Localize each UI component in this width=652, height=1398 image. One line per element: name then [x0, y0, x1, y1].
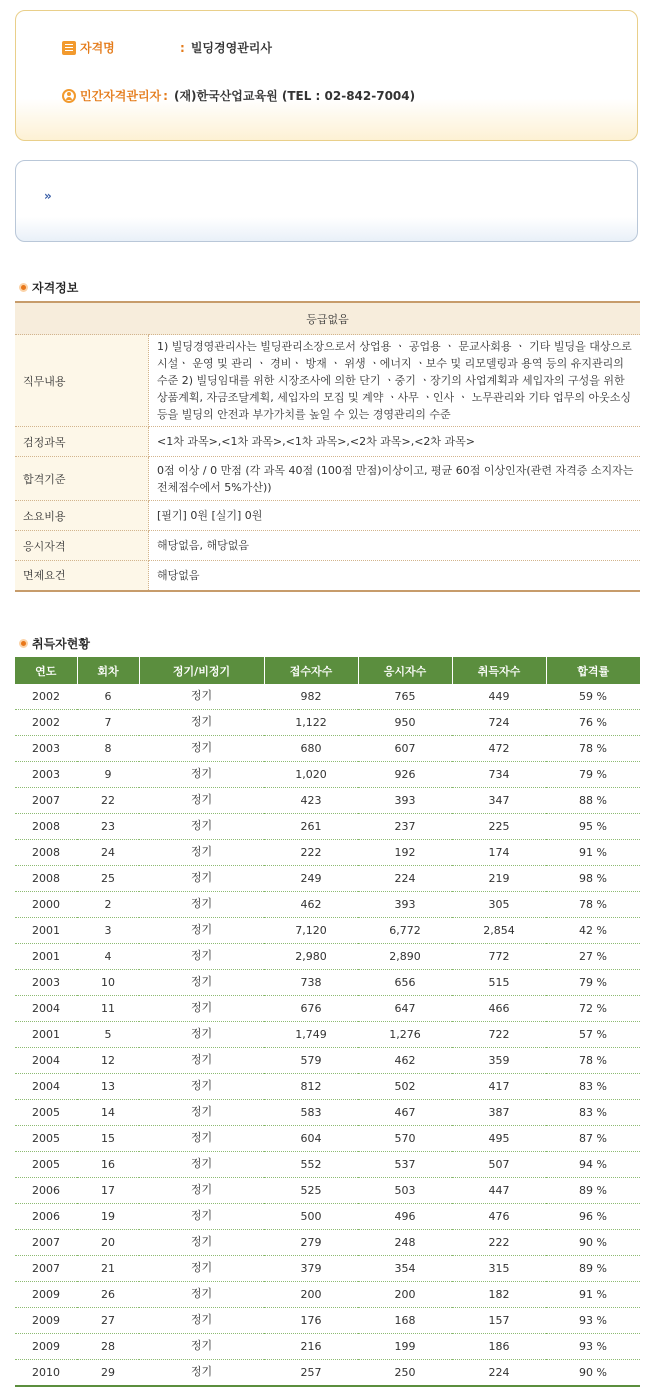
cell-applicants: 279: [264, 1230, 358, 1256]
cell-pass-rate: 78 %: [546, 892, 640, 918]
cell-pass-rate: 76 %: [546, 710, 640, 736]
cell-applicants: 379: [264, 1256, 358, 1282]
cell-year: 2004: [15, 1074, 77, 1100]
cell-examinees: 6,772: [358, 918, 452, 944]
cell-acquirers: 724: [452, 710, 546, 736]
cell-acquirers: 476: [452, 1204, 546, 1230]
cell-acquirers: 182: [452, 1282, 546, 1308]
stats-section-title-text: 취득자현황: [32, 637, 90, 651]
table-row: [15, 918, 640, 944]
cell-applicants: 525: [264, 1178, 358, 1204]
cell-pass-rate: 59 %: [546, 684, 640, 710]
info-row: [15, 561, 640, 591]
info-row: [15, 501, 640, 531]
cell-type: 정기: [139, 1204, 264, 1230]
table-row: [15, 1100, 640, 1126]
cell-round: 5: [77, 1022, 139, 1048]
cell-examinees: 237: [358, 814, 452, 840]
qualification-name-label: 자격명: [80, 41, 115, 55]
cell-applicants: 423: [264, 788, 358, 814]
table-row: [15, 736, 640, 762]
cell-type: 정기: [139, 1100, 264, 1126]
cell-examinees: 354: [358, 1256, 452, 1282]
info-grade-row: [15, 302, 640, 335]
cell-round: 29: [77, 1360, 139, 1387]
cell-acquirers: 186: [452, 1334, 546, 1360]
cell-pass-rate: 79 %: [546, 762, 640, 788]
column-header-year: 연도: [15, 657, 77, 684]
info-key: 응시자격: [15, 531, 149, 561]
description-box: [15, 160, 638, 242]
separator: :: [163, 88, 168, 103]
cell-pass-rate: 90 %: [546, 1360, 640, 1387]
cell-year: 2001: [15, 918, 77, 944]
cell-acquirers: 495: [452, 1126, 546, 1152]
cell-round: 11: [77, 996, 139, 1022]
cell-applicants: 500: [264, 1204, 358, 1230]
cell-round: 9: [77, 762, 139, 788]
cell-type: 정기: [139, 970, 264, 996]
bullet-icon: [19, 639, 28, 648]
cell-year: 2009: [15, 1308, 77, 1334]
cell-acquirers: 224: [452, 1360, 546, 1387]
cell-year: 2003: [15, 736, 77, 762]
cell-round: 21: [77, 1256, 139, 1282]
cell-acquirers: 315: [452, 1256, 546, 1282]
qualification-name-value: 빌딩경영관리사: [190, 41, 272, 55]
cell-round: 25: [77, 866, 139, 892]
cell-examinees: 250: [358, 1360, 452, 1387]
grade-cell: 등급없음: [15, 302, 640, 335]
cell-pass-rate: 89 %: [546, 1178, 640, 1204]
cell-round: 23: [77, 814, 139, 840]
cell-applicants: 2,980: [264, 944, 358, 970]
info-row: [15, 335, 640, 427]
cell-pass-rate: 79 %: [546, 970, 640, 996]
table-row: [15, 710, 640, 736]
cell-round: 17: [77, 1178, 139, 1204]
cell-round: 22: [77, 788, 139, 814]
cell-round: 24: [77, 840, 139, 866]
cell-round: 16: [77, 1152, 139, 1178]
info-section-title-text: 자격정보: [32, 281, 79, 295]
stats-table: [15, 657, 640, 1387]
info-value: 해당없음, 해당없음: [149, 531, 641, 561]
cell-examinees: 192: [358, 840, 452, 866]
cell-type: 정기: [139, 1230, 264, 1256]
cell-applicants: 200: [264, 1282, 358, 1308]
cell-type: 정기: [139, 840, 264, 866]
cell-examinees: 248: [358, 1230, 452, 1256]
cell-type: 정기: [139, 736, 264, 762]
table-row: [15, 840, 640, 866]
cell-examinees: 656: [358, 970, 452, 996]
table-row: [15, 996, 640, 1022]
cell-round: 6: [77, 684, 139, 710]
qualification-name-row: [62, 39, 272, 56]
table-row: [15, 892, 640, 918]
column-header-type: 정기/비정기: [139, 657, 264, 684]
cell-applicants: 7,120: [264, 918, 358, 944]
info-value: 해당없음: [157, 568, 200, 582]
cell-year: 2010: [15, 1360, 77, 1387]
table-row: [15, 1204, 640, 1230]
cell-acquirers: 472: [452, 736, 546, 762]
qualification-org-row: [62, 87, 415, 104]
info-section-title: [19, 279, 78, 296]
cell-round: 13: [77, 1074, 139, 1100]
cell-type: 정기: [139, 1178, 264, 1204]
cell-applicants: 222: [264, 840, 358, 866]
cell-acquirers: 515: [452, 970, 546, 996]
cell-pass-rate: 94 %: [546, 1152, 640, 1178]
cell-pass-rate: 91 %: [546, 840, 640, 866]
cell-applicants: 579: [264, 1048, 358, 1074]
cell-year: 2008: [15, 866, 77, 892]
table-row: [15, 1334, 640, 1360]
cell-pass-rate: 42 %: [546, 918, 640, 944]
cell-applicants: 1,122: [264, 710, 358, 736]
cell-applicants: 552: [264, 1152, 358, 1178]
cell-type: 정기: [139, 762, 264, 788]
cell-year: 2006: [15, 1178, 77, 1204]
cell-applicants: 676: [264, 996, 358, 1022]
column-header-applicants: 접수자수: [264, 657, 358, 684]
info-row: [15, 427, 640, 457]
table-row: [15, 762, 640, 788]
cell-examinees: 1,276: [358, 1022, 452, 1048]
cell-year: 2009: [15, 1282, 77, 1308]
cell-pass-rate: 57 %: [546, 1022, 640, 1048]
info-key: 검정과목: [15, 427, 149, 457]
cell-acquirers: 734: [452, 762, 546, 788]
cell-examinees: 537: [358, 1152, 452, 1178]
table-row: [15, 944, 640, 970]
document-icon: [62, 41, 76, 55]
table-row: [15, 1048, 640, 1074]
cell-year: 2004: [15, 996, 77, 1022]
cell-examinees: 926: [358, 762, 452, 788]
cell-round: 27: [77, 1308, 139, 1334]
cell-pass-rate: 90 %: [546, 1230, 640, 1256]
cell-pass-rate: 95 %: [546, 814, 640, 840]
cell-year: 2005: [15, 1126, 77, 1152]
cell-applicants: 257: [264, 1360, 358, 1387]
person-icon: [62, 89, 76, 103]
cell-examinees: 496: [358, 1204, 452, 1230]
cell-acquirers: 417: [452, 1074, 546, 1100]
cell-year: 2005: [15, 1100, 77, 1126]
cell-examinees: 199: [358, 1334, 452, 1360]
table-row: [15, 788, 640, 814]
table-row: [15, 814, 640, 840]
cell-examinees: 950: [358, 710, 452, 736]
cell-type: 정기: [139, 788, 264, 814]
cell-applicants: 1,020: [264, 762, 358, 788]
cell-examinees: 503: [358, 1178, 452, 1204]
table-row: [15, 1308, 640, 1334]
cell-examinees: 502: [358, 1074, 452, 1100]
cell-type: 정기: [139, 1308, 264, 1334]
column-header-round: 회차: [77, 657, 139, 684]
cell-examinees: 393: [358, 788, 452, 814]
cell-applicants: 176: [264, 1308, 358, 1334]
info-value: [필기] 0원 [실기] 0원: [149, 501, 641, 531]
cell-applicants: 583: [264, 1100, 358, 1126]
info-value: 1) 빌딩경영관리사는 빌딩관리소장으로서 상업용 ㆍ 공업용 ㆍ 문교사회용 ㆍ 기타 빌딩을 대상으로 시설ㆍ 운영 및 관리 ㆍ 경비ㆍ 방재 ㆍ 위생 ㆍ에너지 ㆍ보수 및 리모델링과 용역 등의 유지관리의 수준 2) 빌딩임대를 위한 시장조사에 의한 단기 ㆍ중기 ㆍ장기의 사업계획과 세입자의 구성을 위한 상품계획, 자금조달계획, 세입자의 모집 및 계약 ㆍ사무 ㆍ인사 ㆍ 노무관리와 기타 업무의 아웃소싱 등을 빌딩의 안전과 부가가치를 높일 수 있는 경영관리의 수준: [149, 335, 641, 427]
qualification-org-label: 민간자격관리자: [80, 89, 162, 103]
cell-pass-rate: 96 %: [546, 1204, 640, 1230]
table-row: [15, 970, 640, 996]
cell-year: 2006: [15, 1204, 77, 1230]
cell-year: 2007: [15, 1230, 77, 1256]
cell-year: 2003: [15, 970, 77, 996]
cell-year: 2008: [15, 840, 77, 866]
cell-type: 정기: [139, 1126, 264, 1152]
info-value: 0점 이상 / 0 만점 (각 과목 40점 (100점 만점)이상이고, 평균 60점 이상인자(관련 자격증 소지자는 전체점수에서 5%가산)): [149, 457, 641, 501]
cell-acquirers: 347: [452, 788, 546, 814]
info-key: 소요비용: [15, 501, 149, 531]
cell-acquirers: 466: [452, 996, 546, 1022]
cell-acquirers: 387: [452, 1100, 546, 1126]
table-row: [15, 1230, 640, 1256]
cell-type: 정기: [139, 944, 264, 970]
cell-pass-rate: 89 %: [546, 1256, 640, 1282]
cell-year: 2001: [15, 944, 77, 970]
column-header-acquirers: 취득자수: [452, 657, 546, 684]
info-table: [15, 301, 640, 592]
cell-round: 2: [77, 892, 139, 918]
cell-acquirers: 449: [452, 684, 546, 710]
cell-examinees: 647: [358, 996, 452, 1022]
cell-year: 2004: [15, 1048, 77, 1074]
cell-examinees: 462: [358, 1048, 452, 1074]
info-key: 합격기준: [15, 457, 149, 501]
cell-applicants: 216: [264, 1334, 358, 1360]
cell-type: 정기: [139, 1256, 264, 1282]
cell-examinees: 2,890: [358, 944, 452, 970]
bullet-icon: [19, 283, 28, 292]
cell-pass-rate: 83 %: [546, 1074, 640, 1100]
cell-acquirers: 157: [452, 1308, 546, 1334]
cell-pass-rate: 93 %: [546, 1334, 640, 1360]
cell-pass-rate: 72 %: [546, 996, 640, 1022]
cell-year: 2000: [15, 892, 77, 918]
cell-year: 2009: [15, 1334, 77, 1360]
cell-pass-rate: 88 %: [546, 788, 640, 814]
cell-examinees: 393: [358, 892, 452, 918]
cell-applicants: 249: [264, 866, 358, 892]
cell-examinees: 570: [358, 1126, 452, 1152]
table-row: [15, 1152, 640, 1178]
cell-applicants: 738: [264, 970, 358, 996]
cell-pass-rate: 87 %: [546, 1126, 640, 1152]
cell-examinees: 224: [358, 866, 452, 892]
cell-acquirers: 225: [452, 814, 546, 840]
cell-year: 2007: [15, 788, 77, 814]
cell-examinees: 200: [358, 1282, 452, 1308]
cell-year: 2007: [15, 1256, 77, 1282]
table-row: [15, 1360, 640, 1387]
cell-round: 15: [77, 1126, 139, 1152]
cell-applicants: 812: [264, 1074, 358, 1100]
cell-acquirers: 174: [452, 840, 546, 866]
cell-round: 14: [77, 1100, 139, 1126]
cell-examinees: 168: [358, 1308, 452, 1334]
info-value: <1차 과목>,<1차 과목>,<1차 과목>,<2차 과목>,<2차 과목>: [149, 427, 641, 457]
table-row: [15, 1022, 640, 1048]
cell-type: 정기: [139, 918, 264, 944]
cell-pass-rate: 91 %: [546, 1282, 640, 1308]
cell-acquirers: 219: [452, 866, 546, 892]
table-row: [15, 1256, 640, 1282]
cell-applicants: 982: [264, 684, 358, 710]
cell-pass-rate: 78 %: [546, 1048, 640, 1074]
cell-pass-rate: 98 %: [546, 866, 640, 892]
cell-applicants: 261: [264, 814, 358, 840]
cell-acquirers: 2,854: [452, 918, 546, 944]
cell-year: 2005: [15, 1152, 77, 1178]
info-key: 면제요건: [15, 561, 149, 591]
cell-pass-rate: 78 %: [546, 736, 640, 762]
cell-type: 정기: [139, 1048, 264, 1074]
cell-acquirers: 772: [452, 944, 546, 970]
cell-pass-rate: 83 %: [546, 1100, 640, 1126]
cell-round: 4: [77, 944, 139, 970]
cell-year: 2001: [15, 1022, 77, 1048]
table-row: [15, 1282, 640, 1308]
cell-type: 정기: [139, 996, 264, 1022]
cell-year: 2003: [15, 762, 77, 788]
table-row: [15, 1074, 640, 1100]
table-row: [15, 866, 640, 892]
cell-type: 정기: [139, 1360, 264, 1387]
cell-applicants: 604: [264, 1126, 358, 1152]
info-key: 직무내용: [15, 335, 149, 427]
cell-pass-rate: 27 %: [546, 944, 640, 970]
cell-type: 정기: [139, 1022, 264, 1048]
cell-type: 정기: [139, 1334, 264, 1360]
cell-round: 7: [77, 710, 139, 736]
cell-type: 정기: [139, 866, 264, 892]
info-row: [15, 531, 640, 561]
cell-round: 10: [77, 970, 139, 996]
cell-type: 정기: [139, 1282, 264, 1308]
cell-acquirers: 305: [452, 892, 546, 918]
cell-year: 2002: [15, 684, 77, 710]
table-row: [15, 684, 640, 710]
column-header-examinees: 응시자수: [358, 657, 452, 684]
qualification-org-value: (재)한국산업교육원 (TEL : 02-842-7004): [173, 89, 416, 103]
cell-acquirers: 447: [452, 1178, 546, 1204]
cell-examinees: 467: [358, 1100, 452, 1126]
separator: :: [180, 40, 185, 55]
stats-body: [15, 684, 640, 1386]
cell-year: 2002: [15, 710, 77, 736]
cell-round: 28: [77, 1334, 139, 1360]
cell-year: 2008: [15, 814, 77, 840]
cell-pass-rate: 93 %: [546, 1308, 640, 1334]
description-marker: »: [44, 189, 52, 203]
table-row: [15, 1126, 640, 1152]
cell-type: 정기: [139, 684, 264, 710]
cell-round: 20: [77, 1230, 139, 1256]
stats-section-title: [19, 635, 90, 652]
cell-type: 정기: [139, 710, 264, 736]
cell-applicants: 680: [264, 736, 358, 762]
cell-type: 정기: [139, 814, 264, 840]
column-header-pass-rate: 합격률: [546, 657, 640, 684]
stats-header-row: [15, 657, 640, 684]
cell-round: 26: [77, 1282, 139, 1308]
cell-type: 정기: [139, 1152, 264, 1178]
cell-round: 12: [77, 1048, 139, 1074]
cell-acquirers: 222: [452, 1230, 546, 1256]
info-row: [15, 457, 640, 501]
cell-applicants: 1,749: [264, 1022, 358, 1048]
cell-examinees: 607: [358, 736, 452, 762]
qualification-header: [15, 10, 638, 141]
table-row: [15, 1178, 640, 1204]
cell-round: 8: [77, 736, 139, 762]
cell-type: 정기: [139, 1074, 264, 1100]
cell-applicants: 462: [264, 892, 358, 918]
cell-acquirers: 722: [452, 1022, 546, 1048]
cell-examinees: 765: [358, 684, 452, 710]
cell-type: 정기: [139, 892, 264, 918]
cell-round: 19: [77, 1204, 139, 1230]
cell-acquirers: 359: [452, 1048, 546, 1074]
cell-round: 3: [77, 918, 139, 944]
cell-acquirers: 507: [452, 1152, 546, 1178]
